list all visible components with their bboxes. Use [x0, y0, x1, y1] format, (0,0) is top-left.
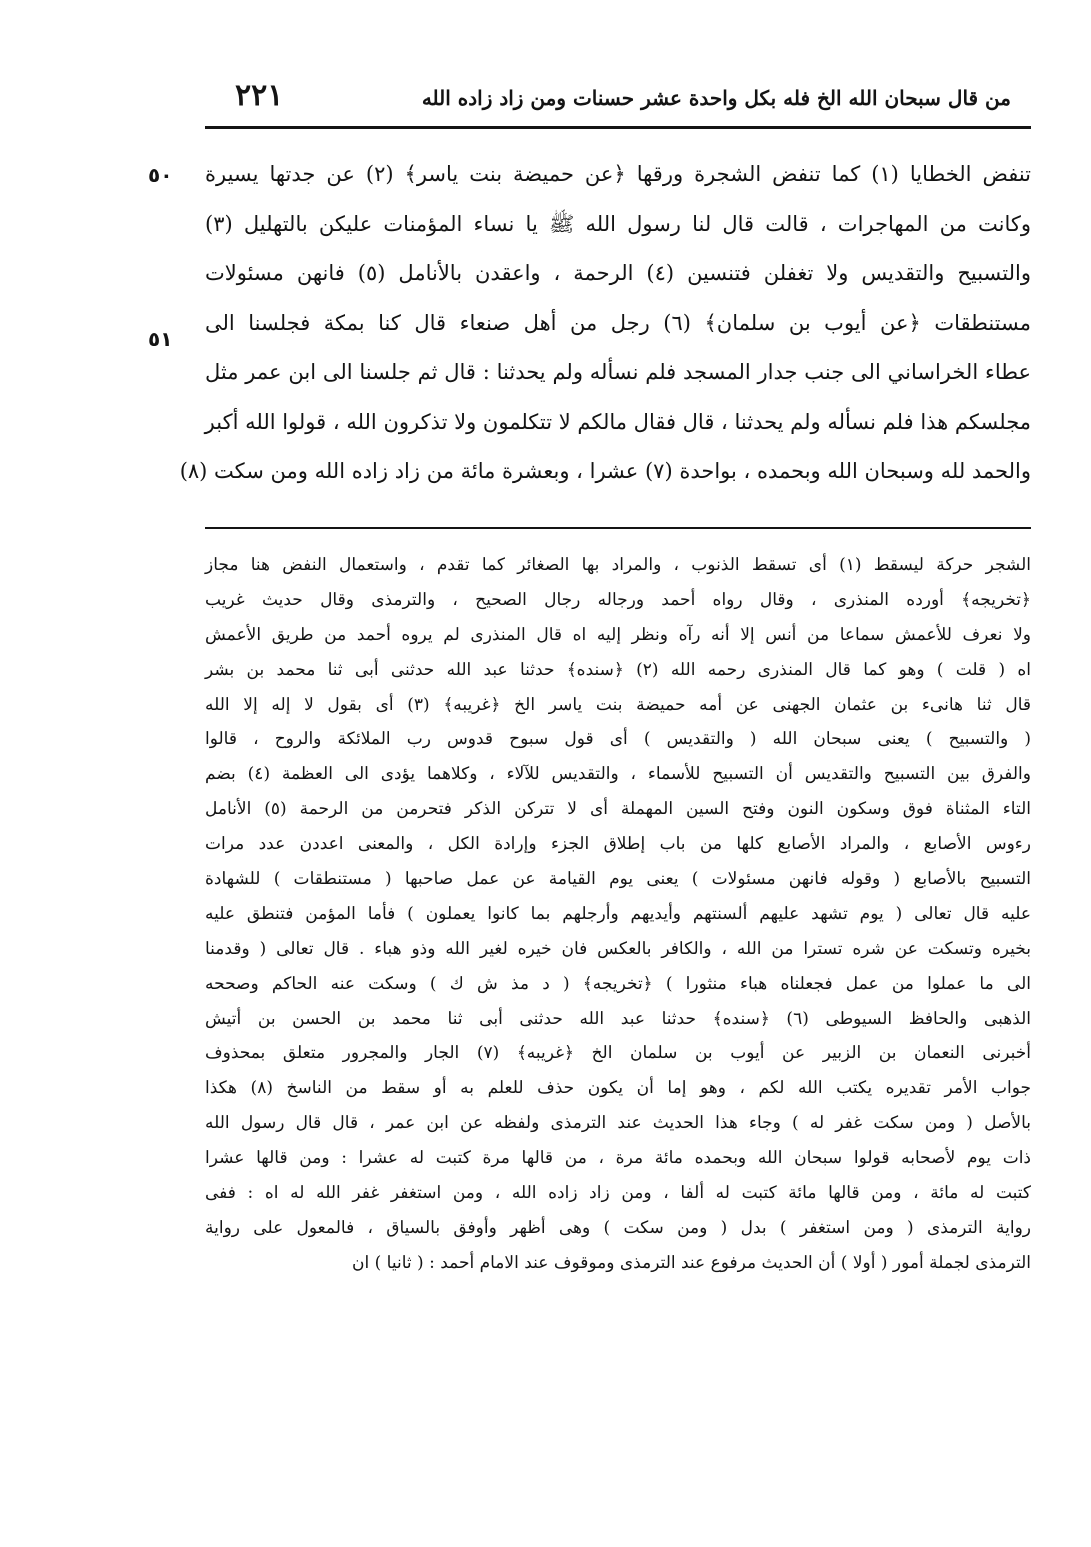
footnote-line: ( والتسبيح ) يعنى سبحان الله ( والتقديس ) أى قول سبوح قدوس رب الملائكة والروح ، قالوا — [205, 729, 1031, 750]
footnote-line: التاء المثناة فوق وسكون النون وفتح السين المهملة أى لا تتركن الذكر فتحرمن من الرحمة (٥) الأنامل — [205, 799, 1031, 820]
footnote-line: ولا نعرف للأعمش سماعا من أنس إلا أنه رآه ونظر إليه اه قال المنذرى لم يروه أحمد من طريق الأعمش — [205, 624, 1031, 645]
footnote-line: بخيره وتسكت عن شره تسترا من الله ، والكافر بالعكس فان خيره لغير الله وذو هباء . قال تعالى ( وقدمنا — [205, 938, 1031, 959]
running-title: من قال سبحان الله الخ فله بكل واحدة عشر حسنات ومن زاد زاده الله — [421, 86, 1011, 110]
footnote-line: قال ثنا هانىء بن عثمان الجهنى عن أمه حميضة بنت ياسر الخ ﴿غريبه﴾ (٣) أى بقول لا إله إلا الله — [205, 694, 1032, 715]
text-line: والتسبيح والتقديس ولا تغفلن فتنسين (٤) الرحمة ، واعقدن بالأنامل (٥) فانهن مسئولات — [205, 261, 1031, 285]
footnote-line: الترمذى لجملة أمور ( أولا ) أن الحديث مرفوع عند الترمذى وموقوف عند الامام أحمد : ( ثانيا ) ان — [352, 1252, 1031, 1273]
hadith-number: ٥٠ — [148, 163, 173, 187]
footnote-line: الشجر حركة ليسقط (١) أى تسقط الذنوب ، والمراد بها الصغائر كما تقدم ، واستعمال النفض هنا مجاز — [205, 555, 1032, 575]
footnote-line: والفرق بين التسبيح والتقديس أن التسبيح للأسماء ، والتقديس للآلاء ، وكلاهما يؤدى الى العظمة (٤) بضم — [205, 764, 1031, 785]
footnote-line: رءوس الأصابع ، والمراد الأصابع كلها من باب إطلاق الجزء وإرادة الكل ، والمعنى اعددن عدد مرات — [205, 834, 1031, 855]
footnote-line: كتبت له مائة ، ومن قالها مائة كتبت له ألفا ، ومن زاد زاده الله ، ومن استغفر غفر الله له اه : ففى — [205, 1183, 1031, 1204]
footnote-line: اه ( قلت ) وهو كما قال المنذرى رحمه الله (٢) ﴿سنده﴾ حدثنا عبد الله حدثنى أبى ثنا محمد بن بشر — [205, 659, 1031, 680]
page-number: ٢٢١ — [235, 78, 284, 113]
text-line: عطاء الخراساني الى جنب جدار المسجد فلم نسأله ولم يحدثنا : قال ثم جلسنا الى ابن عمر مثل — [205, 360, 1031, 384]
footnote-line: الى ما عملوا من عمل فجعلناه هباء منثورا ) ﴿تخريجه﴾ ( د مذ ش ك ) وسكت عنه الحاكم وصححه — [205, 973, 1031, 994]
footnote-line: الذهبى والحافظ السيوطى (٦) ﴿سنده﴾ حدثنا عبد الله حدثنى أبى ثنا محمد بن الحسن بن أتيش — [205, 1008, 1031, 1029]
hadith-text — [179, 150, 1032, 497]
footnotes-rule — [205, 527, 1031, 529]
text-line: تنفض الخطايا (١) كما تنفض الشجرة ورقها ﴿عن حميضة بنت ياسر﴾ (٢) عن جدتها يسيرة — [205, 162, 1032, 186]
text-line: والحمد لله وسبحان الله وبحمده ، بواحدة (٧) عشرا ، وبعشرة مائة من زاد زاده الله ومن سكت (٨) — [179, 459, 1031, 483]
text-line: مستنطقات ﴿عن أيوب بن سلمان﴾ (٦) رجل من أهل صنعاء قال كنا بمكة فجلسنا الى — [205, 310, 1032, 335]
footnote-line: بالأصل ( ومن سكت غفر له ) وجاء هذا الحديث عند الترمذى ولفظه عن ابن عمر ، قال قال رسول الله — [205, 1113, 1031, 1134]
footnote-line: رواية الترمذى ( ومن استغفر ) بدل ( ومن سكت ) وهى أظهر وأوفق بالسياق ، فالمعول على رواية — [205, 1217, 1031, 1238]
footnote-line: عليه قال تعالى ( يوم تشهد عليهم ألسنتهم وأيديهم وأرجلهم بما كانوا يعملون ) فأما المؤمن فتنطق عليه — [205, 903, 1031, 924]
footnote-line: ذات يوم لأصحابه قولوا سبحان الله وبحمده مائة مرة ، من قالها مرة كتبت له عشرا : ومن قالها عشرا — [205, 1148, 1032, 1169]
footnotes — [205, 548, 1031, 1281]
hadith-number: ٥١ — [148, 327, 173, 351]
footnote-line: ﴿تخريجه﴾ أورده المنذرى ، وقال رواه أحمد ورجاله رجال الصحيح ، والترمذى وقال حديث غريب — [205, 589, 1031, 610]
text-line: وكانت من المهاجرات ، قالت قال لنا رسول الله ﷺ يا نساء المؤمنات عليكن بالتهليل (٣) — [205, 211, 1031, 236]
footnote-line: التسبيح بالأصابع ( وقوله فانهن مسئولات ) يعنى يوم القيامة عن عمل صاحبها ( مستنطقات ) للشهادة — [205, 869, 1031, 890]
footnote-line: أخبرنى النعمان بن الزبير عن أيوب بن سلمان الخ ﴿غريبه﴾ (٧) الجار والمجرور متعلق بمحذوف — [205, 1043, 1031, 1064]
footnote-line: جواب الأمر تقديره يكتب الله لكم ، وهو إما أن يكون حذف للعلم به أو سقط من الناسخ (٨) هكذا — [205, 1078, 1031, 1099]
text-line: مجلسكم هذا فلم نسأله ولم يحدثنا ، قال فقال مالكم لا تتكلمون ولا تذكرون الله ، قولوا الله أكبر — [204, 409, 1031, 434]
page-header — [205, 78, 1031, 128]
header-rule — [205, 126, 1031, 129]
